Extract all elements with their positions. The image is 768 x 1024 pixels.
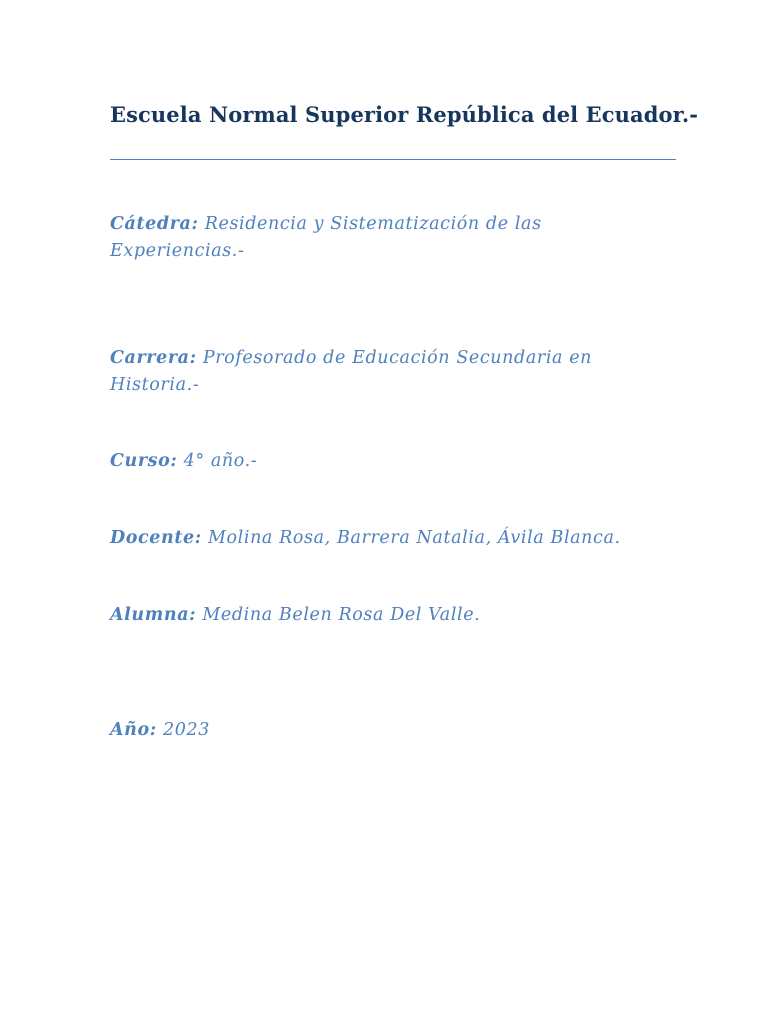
- field-docente: [110, 525, 650, 552]
- field-curso-label: Curso:: [110, 451, 178, 471]
- field-alumna-value: Medina Belen Rosa Del Valle.: [202, 605, 481, 625]
- field-curso: [110, 448, 650, 475]
- field-alumna: [110, 602, 650, 629]
- field-anio-value: 2023: [163, 720, 210, 740]
- field-catedra: [110, 211, 650, 265]
- title-divider: [110, 159, 676, 160]
- field-anio-label: Año:: [110, 720, 157, 740]
- field-docente-label: Docente:: [110, 528, 202, 548]
- field-alumna-label: Alumna:: [110, 605, 197, 625]
- field-anio: [110, 717, 650, 744]
- field-carrera-value: Profesorado de Educación Secundaria en Historia.-: [110, 348, 593, 395]
- document-title: Escuela Normal Superior República del Ecuador.-: [110, 102, 699, 127]
- field-docente-value: Molina Rosa, Barrera Natalia, Ávila Blanca.: [208, 528, 621, 548]
- field-carrera: [110, 345, 650, 399]
- field-curso-value: 4° año.-: [183, 451, 258, 471]
- field-catedra-label: Cátedra:: [110, 214, 199, 234]
- field-carrera-label: Carrera:: [110, 348, 197, 368]
- field-catedra-value: Residencia y Sistematización de las Experiencias.-: [110, 214, 542, 261]
